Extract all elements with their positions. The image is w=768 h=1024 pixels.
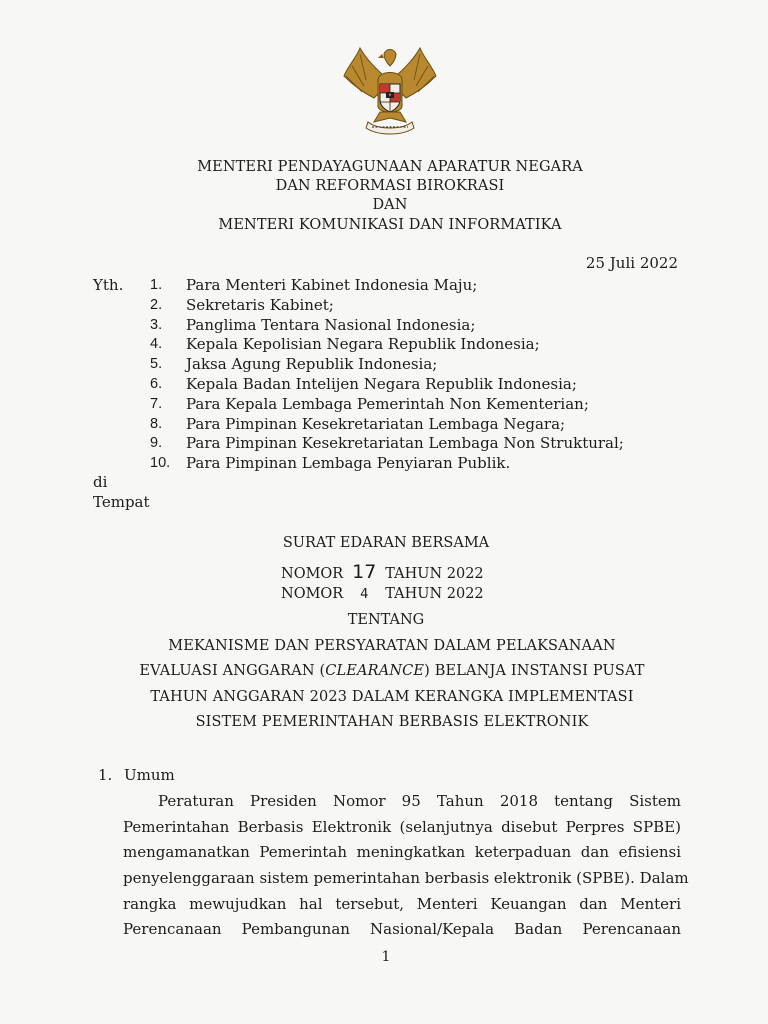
nomor-label: NOMOR [281, 566, 344, 582]
list-item [150, 375, 624, 395]
heading-line-2: DAN REFORMASI BIROKRASI [275, 178, 505, 194]
section-heading [98, 766, 175, 784]
nomor-value-handwritten: 4 [360, 587, 369, 602]
list-item-number: 1. [150, 277, 163, 293]
section-title: Umum [124, 766, 175, 784]
paragraph-line: Peraturan Presiden Nomor 95 Tahun 2018 tentang Sistem [158, 792, 681, 810]
location-tempat: Tempat [93, 492, 150, 511]
subject-line-2 [0, 663, 768, 679]
list-item-number: 3. [150, 316, 163, 333]
list-item-text: Panglima Tentara Nasional Indonesia; [186, 315, 476, 334]
list-item [150, 454, 624, 474]
page-number: 1 [381, 949, 391, 965]
list-item-number: 6. [150, 375, 163, 392]
paragraph-line: mengamanatkan Pemerintah meningkatkan keterpaduan dan efisiensi [123, 843, 681, 861]
subject-line-4: SISTEM PEMERINTAHAN BERBASIS ELEKTRONIK [195, 714, 589, 730]
nomor-label: NOMOR [281, 586, 344, 602]
list-item-number: 4. [150, 336, 163, 353]
tentang-label: TENTANG [347, 612, 425, 628]
recipient-location [93, 473, 150, 512]
list-item [150, 415, 624, 435]
list-item-number: 10. [150, 455, 171, 472]
paragraph-line: rangka mewujudkan hal tersebut, Menteri Keuangan dan Menteri [123, 895, 681, 913]
list-item-text: Kepala Kepolisian Negara Republik Indonesia; [186, 335, 540, 354]
list-item [150, 335, 624, 355]
list-item-text: Para Pimpinan Kesekretariatan Lembaga Non Struktural; [186, 434, 624, 453]
list-item-text: Para Pimpinan Kesekretariatan Lembaga Negara; [186, 414, 566, 433]
recipients-label: Yth. [93, 276, 124, 294]
list-item-number: 8. [150, 415, 163, 432]
document-type-title: SURAT EDARAN BERSAMA [282, 535, 490, 551]
list-item [150, 355, 624, 375]
list-item [150, 296, 624, 316]
list-item [150, 316, 624, 336]
list-item-text: Sekretaris Kabinet; [186, 295, 334, 314]
heading-line-3: DAN [372, 197, 408, 213]
list-item [150, 395, 624, 415]
nomor-line-1 [281, 561, 484, 583]
list-item-number: 9. [150, 435, 163, 452]
list-item-number: 7. [150, 395, 163, 412]
list-item-text: Para Kepala Lembaga Pemerintah Non Kementerian; [186, 394, 589, 413]
list-item-text: Para Menteri Kabinet Indonesia Maju; [186, 276, 478, 294]
section-number: 1. [98, 766, 113, 784]
garuda-pancasila-emblem [338, 40, 442, 136]
list-item-text: Para Pimpinan Lembaga Penyiaran Publik. [186, 454, 511, 473]
location-di: di [93, 473, 108, 491]
list-item-text: Kepala Badan Intelijen Negara Republik Indonesia; [186, 374, 577, 393]
nomor-value-handwritten: 17 [352, 561, 377, 583]
subject-line-2-italic: CLEARANCE [325, 663, 425, 679]
letter-date: 25 Juli 2022 [585, 254, 678, 272]
list-item-number: 2. [150, 296, 163, 313]
heading-line-1: MENTERI PENDAYAGUNAAN APARATUR NEGARA [197, 159, 583, 175]
subject-line-1: MEKANISME DAN PERSYARATAN DALAM PELAKSANAAN [168, 638, 616, 654]
list-item-text: Jaksa Agung Republik Indonesia; [186, 355, 438, 374]
nomor-line-2 [281, 586, 484, 602]
list-item-number: 5. [150, 356, 163, 373]
subject-line-3: TAHUN ANGGARAN 2023 DALAM KERANGKA IMPLEMENTASI [150, 689, 634, 705]
list-item [150, 276, 624, 296]
tahun-label: TAHUN 2022 [385, 566, 484, 582]
subject-line-2-pre: EVALUASI ANGGARAN ( [139, 663, 326, 679]
heading-line-4: MENTERI KOMUNIKASI DAN INFORMATIKA [218, 217, 562, 233]
recipients-list [150, 276, 624, 474]
list-item [150, 434, 624, 454]
tahun-label: TAHUN 2022 [385, 586, 484, 602]
paragraph-line: Perencanaan Pembangunan Nasional/Kepala Badan Perencanaan [123, 920, 681, 938]
paragraph-line: Pemerintahan Berbasis Elektronik (selanjutnya disebut Perpres SPBE) [123, 818, 681, 836]
paragraph-line: penyelenggaraan sistem pemerintahan berbasis elektronik (SPBE). Dalam [123, 869, 689, 887]
subject-line-2-post: ) BELANJA INSTANSI PUSAT [424, 663, 645, 679]
